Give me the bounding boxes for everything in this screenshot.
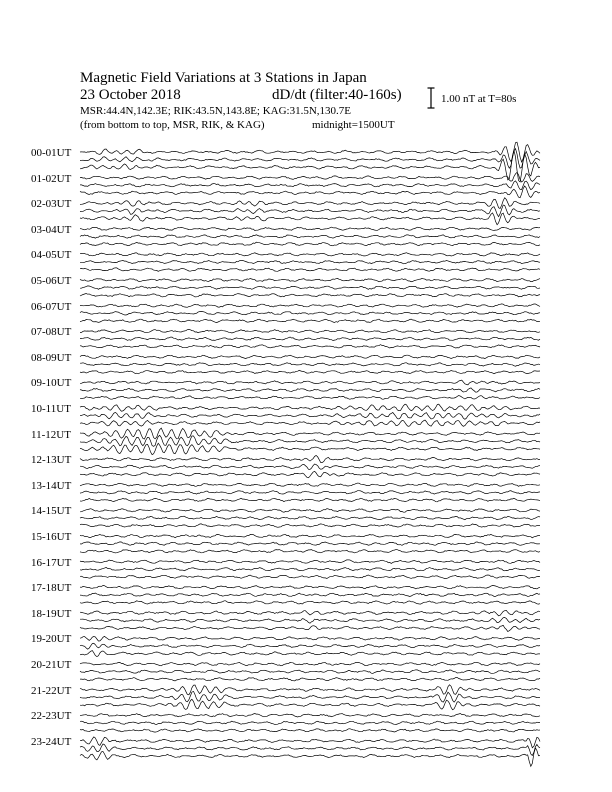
row-label: 01-02UT: [31, 172, 72, 185]
trace-msr: [80, 278, 540, 281]
trace-rik: [80, 311, 540, 315]
row-label: 04-05UT: [31, 249, 72, 262]
trace-kag: [80, 601, 540, 604]
trace-kag: [80, 294, 540, 297]
trace-kag: [80, 396, 540, 400]
scale-label: 1.00 nT at T=80s: [441, 93, 517, 105]
row-label: 06-07UT: [31, 300, 72, 313]
trace-msr: [80, 509, 540, 513]
trace-rik: [80, 286, 540, 289]
trace-rik: [80, 412, 540, 419]
row-label: 05-06UT: [31, 275, 72, 287]
row-label: 16-17UT: [31, 556, 72, 569]
row-label: 03-04UT: [31, 223, 72, 236]
trace-msr: [80, 404, 540, 411]
trace-rik: [80, 643, 540, 649]
trace-kag: [80, 678, 540, 681]
row-label: 18-19UT: [31, 607, 72, 620]
trace-kag: [80, 729, 540, 732]
trace-msr: [80, 304, 540, 307]
row-label: 09-10UT: [31, 377, 72, 390]
row-label: 23-24UT: [31, 735, 72, 748]
trace-rik: [80, 721, 540, 724]
trace-kag: [80, 420, 540, 426]
trace-kag: [80, 319, 540, 323]
trace-rik: [80, 205, 540, 217]
trace-kag: [80, 242, 540, 246]
trace-msr: [80, 329, 540, 333]
trace-kag: [80, 345, 540, 348]
row-label: 17-18UT: [31, 582, 72, 595]
trace-rik: [80, 542, 540, 546]
trace-rik: [80, 260, 540, 263]
trace-kag: [80, 471, 540, 477]
trace-rik: [80, 691, 540, 702]
trace-kag: [80, 748, 540, 766]
trace-msr: [80, 227, 540, 230]
trace-msr: [80, 685, 540, 695]
row-label: 12-13UT: [31, 454, 72, 467]
trace-rik: [80, 618, 540, 624]
trace-msr: [80, 636, 540, 641]
row-label: 21-22UT: [31, 684, 72, 697]
row-label: 11-12UT: [31, 428, 71, 441]
trace-msr: [80, 198, 540, 209]
trace-rik: [80, 670, 540, 674]
trace-msr: [80, 534, 540, 537]
row-label: 08-09UT: [31, 351, 72, 364]
trace-rik: [80, 337, 540, 341]
row-label: 15-16UT: [31, 531, 72, 543]
trace-rik: [80, 388, 540, 392]
trace-kag: [80, 370, 540, 374]
trace-kag: [80, 625, 540, 631]
trace-kag: [80, 550, 540, 553]
row-label: 20-21UT: [31, 659, 72, 671]
trace-kag: [80, 443, 540, 454]
midnight-note: midnight=1500UT: [312, 119, 395, 131]
trace-msr: [80, 355, 540, 358]
trace-msr: [80, 662, 540, 665]
trace-rik: [80, 516, 540, 520]
row-label: 22-23UT: [31, 710, 72, 723]
trace-msr: [80, 172, 540, 182]
trace-msr: [80, 737, 540, 748]
trace-rik: [80, 181, 540, 190]
station-coordinates: MSR:44.4N,142.3E; RIK:43.5N,143.8E; KAG:31.5N,130.7E: [80, 105, 352, 117]
trace-rik: [80, 435, 540, 446]
trace-kag: [80, 213, 540, 225]
row-label: 13-14UT: [31, 479, 72, 492]
row-label: 10-11UT: [31, 403, 71, 415]
trace-kag: [80, 268, 540, 271]
trace-msr: [80, 455, 540, 462]
trace-kag: [80, 186, 540, 198]
trace-kag: [80, 498, 540, 502]
row-label: 14-15UT: [31, 505, 72, 518]
row-label: 07-08UT: [31, 326, 72, 339]
chart-title: Magnetic Field Variations at 3 Stations in Japan: [80, 70, 367, 86]
row-label: 02-03UT: [31, 198, 72, 211]
row-label: 19-20UT: [31, 633, 72, 646]
row-label: 00-01UT: [31, 147, 72, 159]
trace-rik: [80, 235, 540, 238]
trace-msr: [80, 142, 540, 162]
trace-rik: [80, 744, 540, 756]
trace-msr: [80, 610, 540, 615]
trace-msr: [80, 586, 540, 589]
trace-msr: [80, 483, 540, 486]
trace-kag: [80, 699, 540, 710]
trace-msr: [80, 380, 540, 385]
trace-msr: [80, 714, 540, 718]
chart-quantity: dD/dt (filter:40-160s): [272, 87, 402, 103]
station-order-note: (from bottom to top, MSR, RIK, & KAG): [80, 119, 265, 131]
trace-kag: [80, 524, 540, 528]
trace-rik: [80, 567, 540, 570]
trace-rik: [80, 593, 540, 597]
trace-msr: [80, 560, 540, 564]
trace-kag: [80, 575, 540, 579]
trace-rik: [80, 491, 540, 495]
trace-msr: [80, 253, 540, 256]
chart-date: 23 October 2018: [80, 87, 181, 103]
trace-kag: [80, 651, 540, 657]
trace-rik: [80, 363, 540, 366]
trace-rik: [80, 464, 540, 469]
